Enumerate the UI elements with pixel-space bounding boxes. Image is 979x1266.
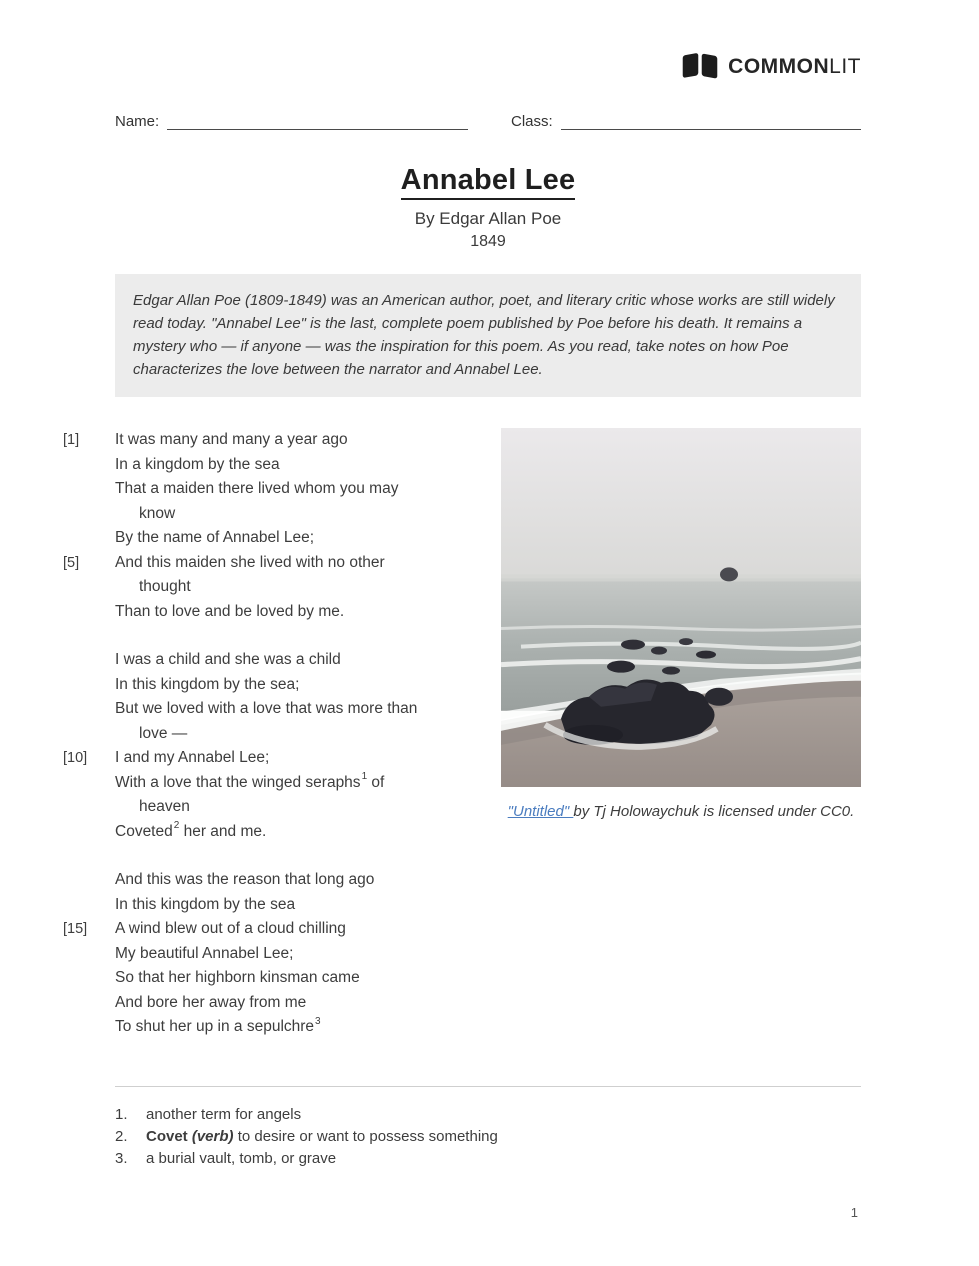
- commonlit-logo: [681, 48, 861, 86]
- poem-stanza: [63, 428, 501, 624]
- poem-line: But we loved with a love that was more than: [115, 700, 418, 717]
- poem-line: By the name of Annabel Lee;: [115, 529, 315, 546]
- poem-line: [10] I and my Annabel Lee;: [115, 746, 501, 771]
- footnote-reference: 1: [361, 771, 368, 783]
- poem-line: My beautiful Annabel Lee;: [115, 944, 294, 962]
- year-line: 1849: [470, 233, 506, 250]
- poem-line: To shut her up in a sepulchre$^3$: [115, 1015, 321, 1035]
- poem-stanza: [63, 868, 501, 1040]
- poem-line-number: [5]: [63, 554, 80, 571]
- poem-line-number: [15]: [63, 921, 88, 937]
- class-blank-line: [561, 112, 861, 130]
- beach-photo: [501, 428, 861, 787]
- poem-line: With a love that the winged seraphs$^1$ of: [115, 771, 385, 791]
- title-block: [115, 164, 861, 251]
- name-label: Name:: [115, 113, 160, 130]
- poem-line: So that her highborn kinsman came: [115, 969, 360, 986]
- footnote-item: [115, 1148, 861, 1170]
- author-line: By Edgar Allan Poe: [414, 209, 562, 228]
- intro-text: Edgar Allan Poe (1809-1849) was an American author, poet, and literary critic whose works are still widely read today. "Annabel Lee" is the last, complete poem published by Poe before his death. It remains a mystery who — if anyone — was the inspiration for this poem. As you read, take notes on how Poe characterizes the love between the narrator and Annabel Lee.: [133, 292, 835, 378]
- logo-text-lit: LIT: [829, 55, 861, 78]
- poem-line: heaven: [139, 798, 190, 815]
- name-field: [115, 112, 468, 130]
- image-credit-text: by Tj Holowaychuk is licensed under CC0.: [573, 803, 855, 820]
- name-class-row: [115, 112, 861, 130]
- poem-stanza: [63, 648, 501, 844]
- class-field: [511, 112, 861, 130]
- footnote-reference: 2: [173, 820, 180, 832]
- footnote-item: [115, 1104, 861, 1126]
- image-credit-link[interactable]: "Untitled": [507, 803, 574, 820]
- page-number: 1: [850, 1205, 858, 1220]
- poem-line: [1] It was many and many a year ago: [115, 428, 501, 453]
- poem-line: And this was the reason that long ago: [115, 871, 375, 888]
- poem-line: And bore her away from me: [115, 993, 307, 1011]
- footnotes-list: [115, 1104, 861, 1170]
- footnote-text: a burial vault, tomb, or grave: [146, 1149, 337, 1167]
- poem-line-number: [10]: [63, 750, 88, 766]
- poem-line: Than to love and be loved by me.: [115, 602, 345, 620]
- logo-wordmark: [728, 55, 861, 79]
- poem-line: [5] And this maiden she lived with no other: [115, 551, 501, 576]
- poem-line: In this kingdom by the sea;: [115, 675, 300, 693]
- class-label: Class:: [511, 113, 553, 130]
- poem: [63, 428, 501, 1040]
- figure-column: [501, 428, 861, 823]
- footnote-text: another term for angels: [146, 1105, 302, 1123]
- logo-text-common: COMMON: [728, 55, 830, 78]
- footnote-number: 3.: [115, 1149, 128, 1167]
- poem-line: Coveted$^2$ her and me.: [115, 820, 267, 840]
- poem-line: In this kingdom by the sea: [115, 895, 296, 913]
- page-title: Annabel Lee: [401, 164, 576, 200]
- footnote-number: 2.: [115, 1127, 128, 1145]
- footnote-reference: 3: [315, 1015, 321, 1027]
- poem-line-number: [1]: [63, 432, 80, 448]
- poem-line: thought: [139, 578, 191, 595]
- intro-box: [115, 274, 861, 397]
- poem-line: That a maiden there lived whom you may: [115, 480, 399, 497]
- poem-line: In a kingdom by the sea: [115, 455, 280, 473]
- main-content: [63, 428, 861, 1040]
- poem-line: [15] A wind blew out of a cloud chilling: [115, 917, 501, 942]
- header: [115, 0, 861, 86]
- footnote-number: 1.: [115, 1105, 128, 1123]
- footnote-text: Covet (verb) to desire or want to possess something: [146, 1127, 498, 1145]
- name-blank-line: [167, 112, 468, 130]
- image-caption: [501, 800, 861, 823]
- footnote-item: [115, 1126, 861, 1148]
- poem-line: love —: [139, 724, 188, 742]
- poem-line: I was a child and she was a child: [115, 651, 341, 668]
- open-book-icon: [681, 48, 719, 86]
- poem-line: know: [139, 504, 176, 522]
- footnote-divider: [115, 1086, 861, 1087]
